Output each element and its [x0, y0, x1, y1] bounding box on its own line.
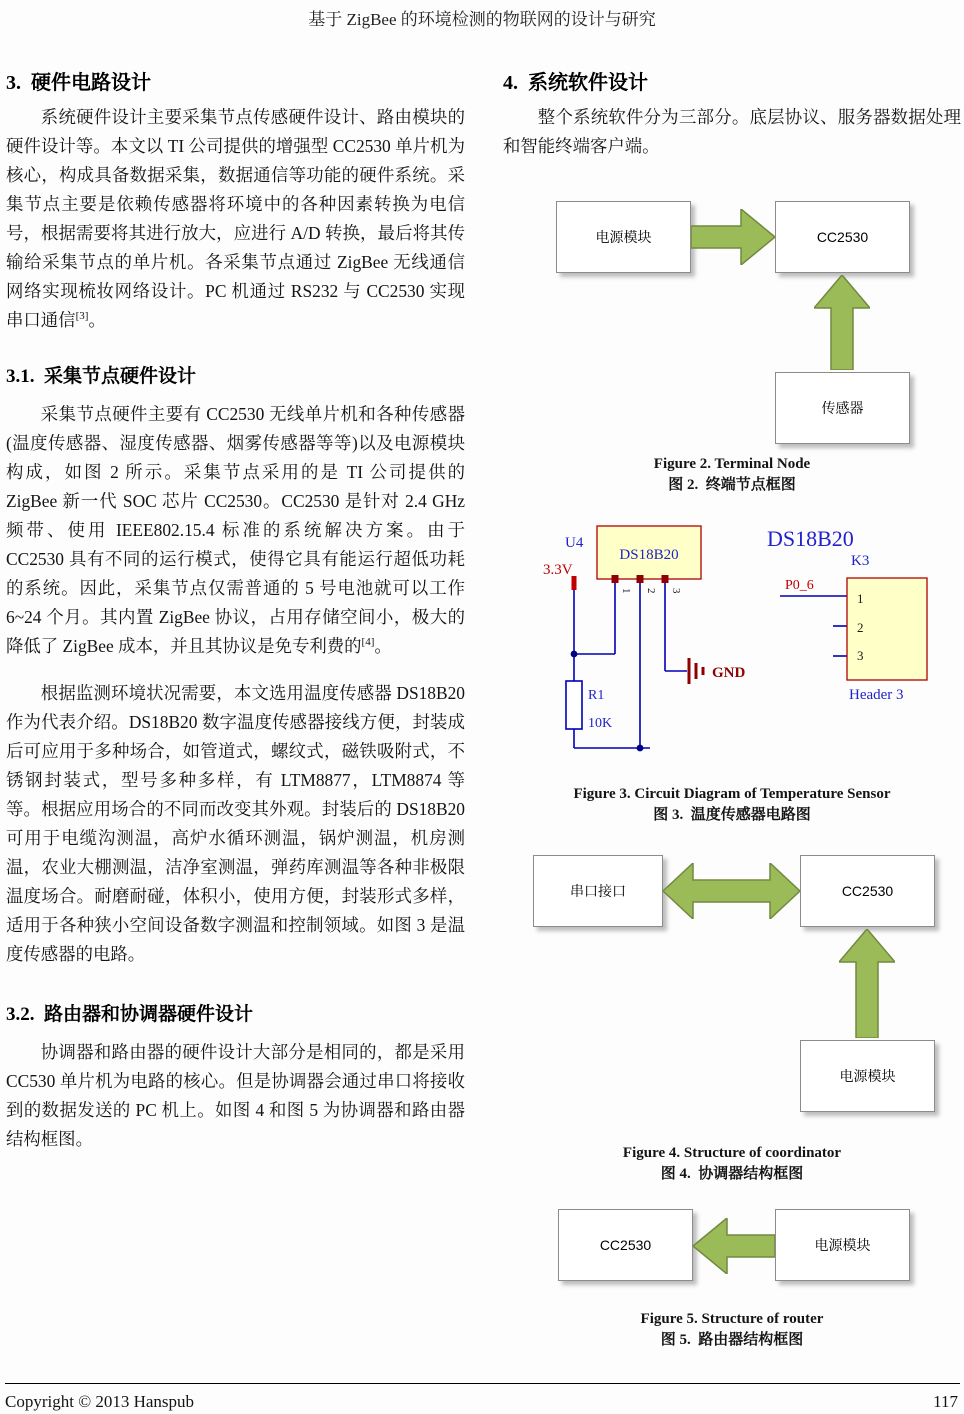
- label-k3: K3: [851, 553, 870, 569]
- block-power-module: 电源模块: [556, 201, 691, 273]
- section-heading-3: 3. 硬件电路设计: [6, 72, 151, 94]
- figure-4-caption: [503, 1143, 961, 1185]
- footer: [5, 1392, 958, 1412]
- paragraph-text: 。: [374, 636, 392, 656]
- paper-title: 基于 ZigBee 的环境检测的物联网的设计与研究: [308, 10, 656, 29]
- gnd-symbol: [689, 658, 703, 684]
- copyright-text: Copyright © 2013 Hanspub: [5, 1392, 195, 1411]
- pin-tick: [637, 575, 644, 583]
- caption-en: Figure 4. Structure of coordinator: [622, 1145, 842, 1161]
- paragraph-hardware-overview: [6, 103, 465, 335]
- section-heading-4: 4. 系统软件设计: [503, 72, 648, 94]
- paragraph-software-overview: 整个系统软件分为三部分。底层协议、服务器数据处理和智能终端客户端。: [503, 107, 961, 156]
- right-column: [503, 52, 961, 1351]
- label-chip-ds18b20: DS18B20: [619, 547, 679, 563]
- section-heading-3-2: 3.2. 路由器和协调器硬件设计: [6, 1004, 254, 1025]
- caption-en: Figure 5. Structure of router: [640, 1311, 824, 1327]
- figure-3-caption: [503, 784, 961, 826]
- label-header-pin1: 1: [857, 591, 864, 606]
- figure-5-caption: [503, 1309, 961, 1351]
- figure-4-coordinator-diagram: [503, 852, 961, 1137]
- resistor-r1-body: [566, 681, 582, 729]
- label-10k: 10K: [588, 716, 613, 731]
- pin-tick: [662, 575, 669, 583]
- label-title-ds18b20: DS18B20: [767, 526, 854, 551]
- label-p0-6: P0_6: [785, 578, 814, 593]
- caption-en: Figure 2. Terminal Node: [653, 456, 811, 472]
- label-header3: Header 3: [849, 687, 904, 703]
- label-header-pin3: 3: [857, 648, 864, 663]
- paragraph-router-coordinator: 协调器和路由器的硬件设计大部分是相同的，都是采用 CC530 单片机为电路的核心。但是协调器会通过串口将接收到的数据发送的 PC 机上。如图 4 和图 5 为协调器和路由器结构框图。: [6, 1042, 465, 1149]
- label-r1: R1: [588, 688, 605, 703]
- figure-2-terminal-node-diagram: [503, 193, 961, 448]
- paragraph-text: 系统硬件设计主要采集节点传感硬件设计、路由模块的硬件设计等。本文以 TI 公司提供的增强型 CC2530 单片机为核心，构成具备数据采集，数据通信等功能的硬件系统。采集节点主要是依赖传感器将环境中的各种因素转换为电信号，根据需要将其进行放大，应进行 A/D 转换，最后将其传输给采集节点的单片机。各采集节点通过 ZigBee 无线通信网络实现梳妆网络设计。PC 机通过 RS232 与 CC2530 实现串口通信: [6, 107, 465, 330]
- label-3v3: 3.3V: [543, 562, 573, 578]
- footer-rule: [5, 1383, 960, 1384]
- figure-5-router-diagram: [503, 1209, 961, 1293]
- block-cc2530: CC2530: [558, 1209, 693, 1281]
- figure-3-circuit-diagram: [503, 516, 961, 778]
- arrow-left-icon: [693, 1218, 775, 1274]
- circuit-wires: [574, 582, 847, 748]
- temperature-sensor-circuit-svg: [537, 516, 957, 778]
- citation-ref-3: [3]: [75, 310, 89, 323]
- caption-zh: 图 5. 路由器结构框图: [660, 1332, 804, 1348]
- caption-zh: 图 3. 温度传感器电路图: [653, 807, 811, 823]
- block-power-module: 电源模块: [775, 1209, 910, 1281]
- page-number: 117: [933, 1392, 958, 1411]
- label-gnd: GND: [712, 665, 746, 681]
- caption-zh: 图 4. 协调器结构框图: [660, 1166, 804, 1182]
- caption-zh: 图 2. 终端节点框图: [668, 477, 796, 493]
- arrow-up-icon: [814, 275, 870, 370]
- paragraph-text: 采集节点硬件主要有 CC2530 无线单片机和各种传感器(温度传感器、湿度传感器、烟雾传感器等等)以及电源模块构成，如图 2 所示。采集节点采用的是 TI 公司提供的 ZigBee 新一代 SOC 芯片 CC2530。CC2530 是针对 2.4 GHz 频带、使用 IEEE802.15.4 标准的系统解决方案。由于 CC2530 具有不同的运行模式，使得它具有能运行超低功耗的系统。因此，采集节点仅需普通的 5 号电池就可以工作 6~24 个月。其内置 ZigBee 协议，占用存储空间小，极大的降低了 ZigBee 成本，并且其协议是免专利费的: [6, 404, 465, 656]
- arrow-right-icon: [691, 209, 775, 265]
- arrow-up-icon: [839, 929, 895, 1038]
- block-cc2530: CC2530: [775, 201, 910, 273]
- section-heading-3-1: 3.1. 采集节点硬件设计: [6, 366, 197, 387]
- citation-ref-4: [4]: [361, 636, 375, 649]
- block-cc2530: CC2530: [800, 855, 935, 927]
- block-power-module: 电源模块: [800, 1040, 935, 1112]
- label-header-pin2: 2: [857, 620, 864, 635]
- pin-tick: [612, 575, 619, 583]
- left-column: [6, 52, 465, 1154]
- label-pin2: 2: [645, 588, 657, 594]
- label-pin1: 1: [620, 588, 632, 594]
- arrow-double-horizontal-icon: [663, 863, 800, 919]
- paragraph-node-hardware: [6, 400, 465, 661]
- caption-en: Figure 3. Circuit Diagram of Temperature Sensor: [573, 786, 891, 802]
- label-pin3: 3: [670, 588, 682, 594]
- figure-2-caption: [503, 454, 961, 496]
- block-sensor: 传感器: [775, 372, 910, 444]
- label-u4: U4: [565, 535, 584, 551]
- paragraph-ds18b20: 根据监测环境状况需要，本文选用温度传感器 DS18B20 作为代表介绍。DS18B20 数字温度传感器接线方便，封装成后可应用于多种场合，如管道式，螺纹式，磁铁吸附式，不锈钢封装式，型号多种多样，有 LTM8877，LTM8874 等等。根据应用场合的不同而改变其外观。封装后的 DS18B20 可用于电缆沟测温，高炉水循环测温，锅炉测温，机房测温，农业大棚测温，洁净室测温，弹药库测温等各种非极限温度场合。耐磨耐碰，体积小，使用方便，封装形式多样，适用于各种狭小空间设备数字测温和控制领域。如图 3 是温度传感器的电路。: [6, 683, 465, 964]
- block-serial-port: 串口接口: [533, 855, 663, 927]
- junction-dot: [571, 651, 578, 658]
- paragraph-text: 。: [88, 310, 106, 330]
- junction-dot: [637, 745, 644, 752]
